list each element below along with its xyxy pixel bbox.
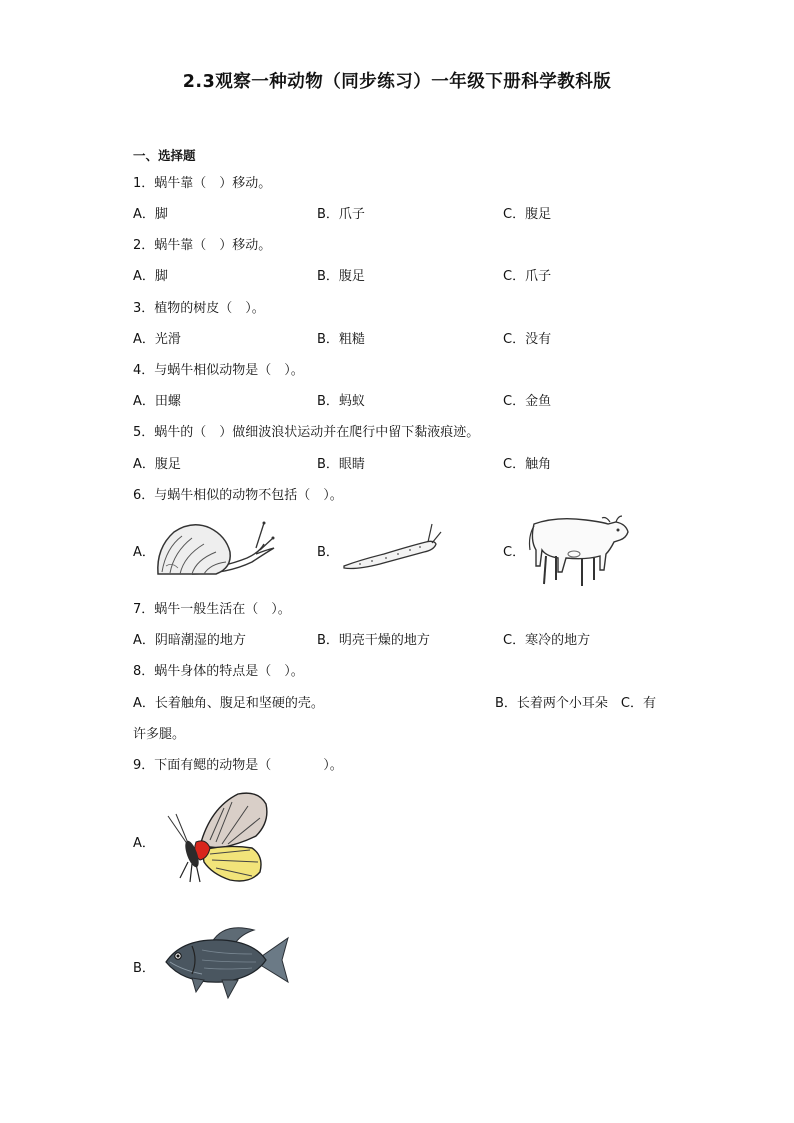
- q8-option-c-cont[interactable]: 许多腿。: [133, 727, 186, 742]
- q5-option-b[interactable]: B．眼睛: [317, 457, 365, 472]
- q2-option-a[interactable]: A．脚: [133, 269, 168, 284]
- q2-option-b[interactable]: B．腹足: [317, 269, 365, 284]
- q4-option-c[interactable]: C．金鱼: [503, 394, 552, 409]
- question-6: 6．与蜗牛相似的动物不包括（ ）。: [133, 488, 343, 503]
- q5-option-c[interactable]: C．触角: [503, 457, 552, 472]
- cow-icon[interactable]: [526, 510, 632, 588]
- section-heading: 一、选择题: [133, 148, 196, 163]
- q6-option-a[interactable]: A．: [133, 545, 155, 560]
- question-1: 1．蜗牛靠（ ）移动。: [133, 176, 272, 191]
- q8-option-a[interactable]: A．长着触角、腹足和坚硬的壳。: [133, 696, 324, 711]
- snail-icon[interactable]: [152, 518, 278, 580]
- question-3: 3．植物的树皮（ ）。: [133, 301, 265, 316]
- question-9: 9．下面有鳃的动物是（ ）。: [133, 758, 343, 773]
- question-8: 8．蜗牛身体的特点是（ ）。: [133, 664, 304, 679]
- q3-option-c[interactable]: C．没有: [503, 332, 552, 347]
- page-title: 2.3观察一种动物（同步练习）一年级下册科学教科版: [182, 72, 612, 92]
- q9-option-a[interactable]: A．: [133, 836, 155, 851]
- q7-option-b[interactable]: B．明亮干燥的地方: [317, 633, 430, 648]
- question-5: 5．蜗牛的（ ）做细波浪状运动并在爬行中留下黏液痕迹。: [133, 425, 480, 440]
- q1-option-c[interactable]: C．腹足: [503, 207, 552, 222]
- q2-option-c[interactable]: C．爪子: [503, 269, 552, 284]
- q4-option-a[interactable]: A．田螺: [133, 394, 181, 409]
- q5-option-a[interactable]: A．腹足: [133, 457, 181, 472]
- q3-option-b[interactable]: B．粗糙: [317, 332, 365, 347]
- fish-icon[interactable]: [162, 920, 292, 1000]
- q4-option-b[interactable]: B．蚂蚁: [317, 394, 365, 409]
- q1-option-b[interactable]: B．爪子: [317, 207, 365, 222]
- question-4: 4．与蜗牛相似动物是（ ）。: [133, 363, 304, 378]
- question-7: 7．蜗牛一般生活在（ ）。: [133, 602, 291, 617]
- q9-option-b[interactable]: B．: [133, 961, 155, 976]
- q7-option-a[interactable]: A．阴暗潮湿的地方: [133, 633, 246, 648]
- butterfly-icon[interactable]: [160, 788, 272, 886]
- q1-option-a[interactable]: A．脚: [133, 207, 168, 222]
- q6-option-b[interactable]: B．: [317, 545, 339, 560]
- q6-option-c[interactable]: C．: [503, 545, 526, 560]
- question-2: 2．蜗牛靠（ ）移动。: [133, 238, 272, 253]
- q8-option-b-c[interactable]: B．长着两个小耳朵 C．有: [495, 696, 656, 711]
- q7-option-c[interactable]: C．寒冷的地方: [503, 633, 591, 648]
- q3-option-a[interactable]: A．光滑: [133, 332, 181, 347]
- slug-icon[interactable]: [340, 522, 444, 574]
